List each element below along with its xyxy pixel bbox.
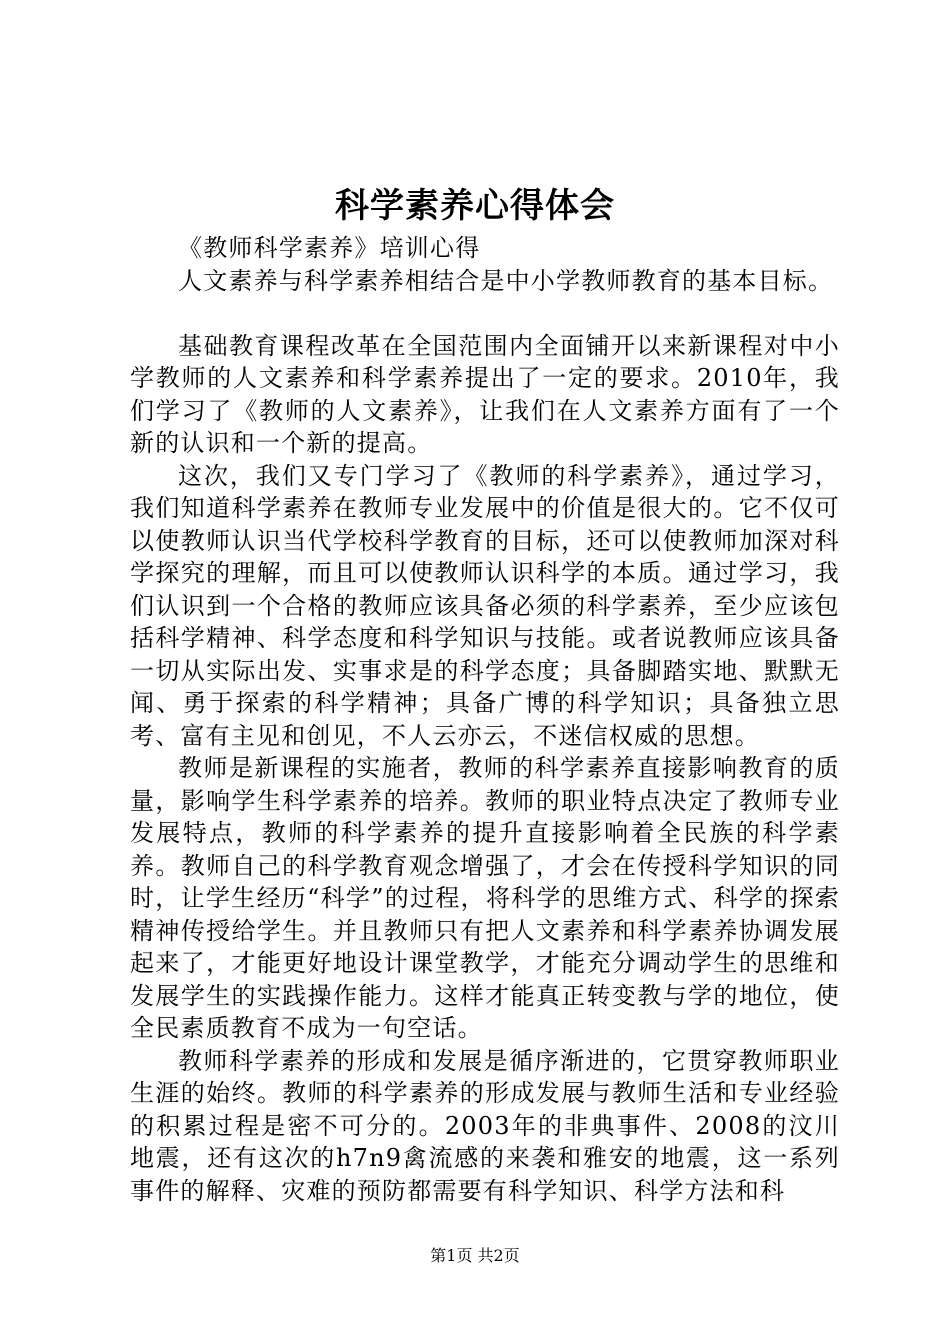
document-body: [130, 232, 840, 1207]
page-footer: 第1页 共2页: [430, 1246, 520, 1265]
paragraph-curriculum-reform: 基础教育课程改革在全国范围内全面铺开以来新课程对中小学教师的人文素养和科学素养提出了一定的要求。2010年，我们学习了《教师的人文素养》，让我们在人文素养方面有了一个新的认识和一个新的提高。: [130, 331, 840, 457]
paragraph-subtitle: 《教师科学素养》培训心得: [178, 234, 481, 262]
paragraph-gradual-development: 教师科学素养的形成和发展是循序渐进的，它贯穿教师职业生涯的始终。教师的科学素养的形成发展与教师生活和专业经验的积累过程是密不可分的。2003年的非典事件、2008的汶川地震，还有这次的h7n9禽流感的来袭和雅安的地震，这一系列事件的解释、灾难的预防都需要有科学知识、科学方法和科: [130, 1046, 840, 1205]
paragraph-science-literacy-study: 这次，我们又专门学习了《教师的科学素养》，通过学习，我们知道科学素养在教师专业发展中的价值是很大的。它不仅可以使教师认识当代学校科学教育的目标，还可以使教师加深对科学探究的理解，而且可以使教师认识科学的本质。通过学习，我们认识到一个合格的教师应该具备必须的科学素养，至少应该包括科学精神、科学态度和科学知识与技能。或者说教师应该具备一切从实际出发、实事求是的科学态度；具备脚踏实地、默默无闻、勇于探索的科学精神；具备广博的科学知识；具备独立思考、富有主见和创见，不人云亦云，不迷信权威的思想。: [130, 461, 840, 750]
document-title: 科学素养心得体会: [335, 186, 615, 226]
paragraph-teacher-implementer: 教师是新课程的实施者，教师的科学素养直接影响教育的质量，影响学生科学素养的培养。教师的职业特点决定了教师专业发展特点，教师的科学素养的提升直接影响着全民族的科学素养。教师自己的科学教育观念增强了，才会在传授科学知识的同时，让学生经历“科学”的过程，将科学的思维方式、科学的探索精神传授给学生。并且教师只有把人文素养和科学素养协调发展起来了，才能更好地设计课堂教学，才能充分调动学生的思维和发展学生的实践操作能力。这样才能真正转变教与学的地位，使全民素质教育不成为一句空话。: [130, 754, 840, 1042]
paragraph-intro: 人文素养与科学素养相结合是中小学教师教育的基本目标。: [178, 266, 834, 295]
